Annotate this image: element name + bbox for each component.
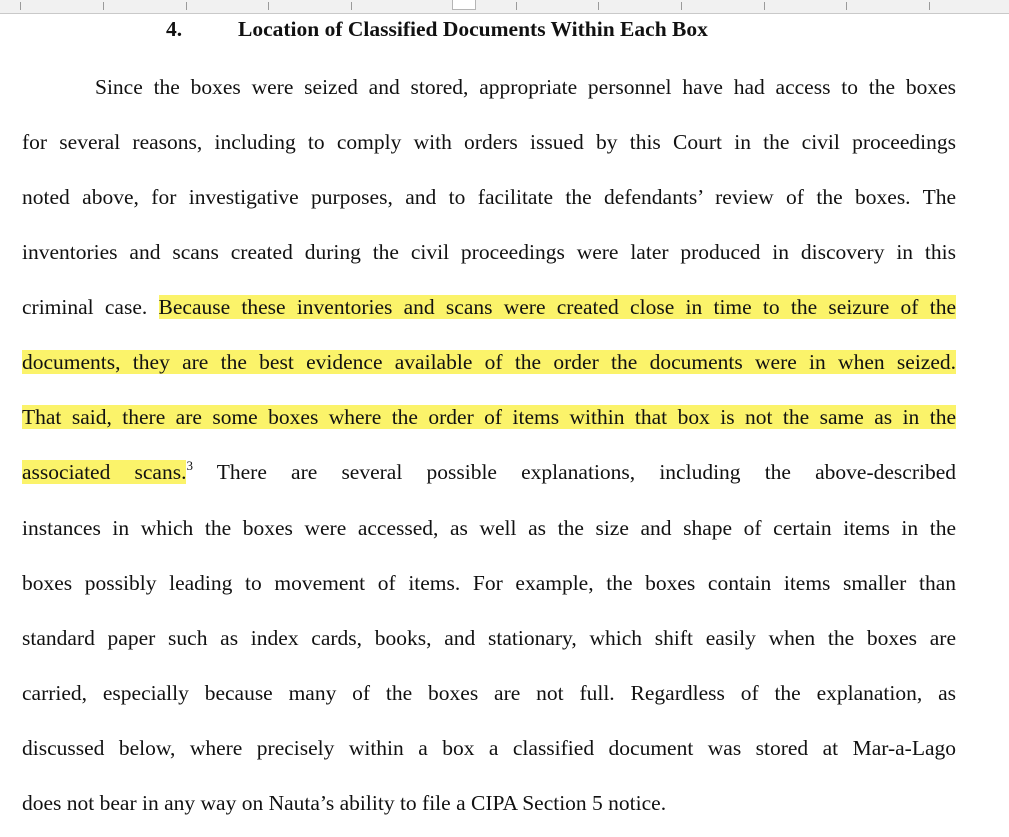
paragraph-line-3: noted above, for investigative purposes, and to facilitate the defendants’ review of the boxes. The	[22, 185, 956, 209]
paragraph-line-12: carried, especially because many of the boxes are not full. Regardless of the explanation, as	[22, 681, 956, 705]
ruler-tick	[103, 2, 104, 10]
paragraph-line-4: inventories and scans created during the civil proceedings were later produced in discovery in this	[22, 240, 956, 264]
footnote-reference[interactable]: 3	[186, 458, 193, 473]
paragraph-line-8	[22, 457, 956, 487]
highlighted-text: Because these inventories and scans were created close in time to the seizure of the	[158, 295, 956, 319]
highlighted-text: documents, they are the best evidence available of the order the documents were in when seized.	[22, 350, 956, 374]
paragraph-line-14: does not bear in any way on Nauta’s ability to file a CIPA Section 5 notice.	[22, 791, 667, 815]
ruler-tick	[764, 2, 765, 10]
ruler-indent-marker[interactable]	[452, 0, 476, 10]
horizontal-ruler[interactable]	[0, 0, 1009, 14]
ruler-tick	[681, 2, 682, 10]
ruler-tick	[929, 2, 930, 10]
ruler-tick	[20, 2, 21, 10]
paragraph-line-13: discussed below, where precisely within a box a classified document was stored at Mar-a-Lago	[22, 736, 956, 760]
plain-text: There are several possible explanations, including the above-described	[192, 460, 957, 484]
paragraph-line-7	[22, 402, 956, 432]
ruler-tick	[268, 2, 269, 10]
ruler-tick	[516, 2, 517, 10]
paragraph-line-10: boxes possibly leading to movement of items. For example, the boxes contain items smaller than	[22, 571, 956, 595]
section-title: Location of Classified Documents Within Each Box	[238, 17, 708, 41]
plain-text: criminal case.	[22, 295, 159, 319]
ruler-tick	[351, 2, 352, 10]
ruler-tick	[598, 2, 599, 10]
paragraph-line-11: standard paper such as index cards, books, and stationary, which shift easily when the boxes are	[22, 626, 956, 650]
paragraph-line-2: for several reasons, including to comply with orders issued by this Court in the civil proceedings	[22, 130, 956, 154]
paragraph-line-5	[22, 292, 956, 322]
paragraph-line-6	[22, 347, 956, 377]
paragraph-line-9: instances in which the boxes were accessed, as well as the size and shape of certain items in the	[22, 516, 956, 540]
section-number: 4.	[166, 17, 183, 41]
paragraph-line-1: Since the boxes were seized and stored, appropriate personnel have had access to the boxes	[95, 75, 956, 99]
section-heading	[0, 17, 1009, 47]
ruler-tick	[846, 2, 847, 10]
ruler-tick	[186, 2, 187, 10]
highlighted-text: associated scans.	[22, 460, 187, 484]
highlighted-text: That said, there are some boxes where the order of items within that box is not the same as in the	[22, 405, 956, 429]
